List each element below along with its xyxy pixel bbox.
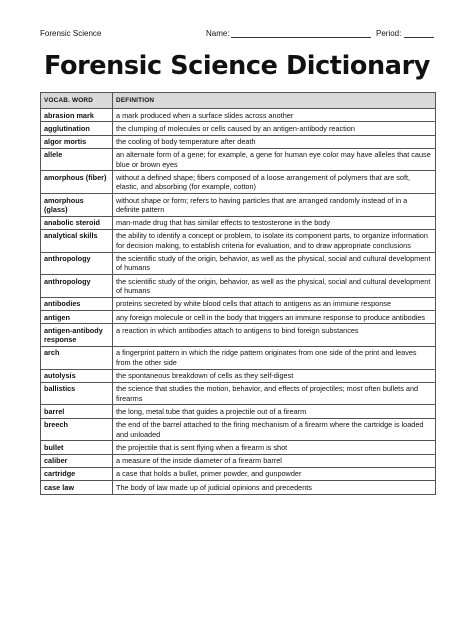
definition: an alternate form of a gene; for example, a gene for human eye color may have alleles that cause blue or brown eyes (113, 148, 436, 171)
vocab-word: arch (41, 346, 113, 369)
vocab-word: amorphous (fiber) (41, 171, 113, 194)
vocab-word: antigen-antibody response (41, 324, 113, 347)
definition: a case that holds a bullet, primer powder, and gunpowder (113, 467, 436, 480)
definition: the scientific study of the origin, behavior, as well as the physical, social and cultural development of humans (113, 252, 436, 275)
definition: a fingerprint pattern in which the ridge pattern originates from one side of the print and leaves from the other side (113, 346, 436, 369)
table-row (41, 324, 436, 347)
worksheet-header (40, 28, 440, 40)
table-header-row (41, 93, 436, 109)
definition: the projectile that is sent flying when a firearm is shot (113, 441, 436, 454)
definition: a measure of the inside diameter of a firearm barrel (113, 454, 436, 467)
vocab-word: anthropology (41, 275, 113, 298)
table-row (41, 275, 436, 298)
vocab-word: agglutination (41, 122, 113, 135)
vocab-word: breech (41, 418, 113, 441)
table-row (41, 382, 436, 405)
definition: the scientific study of the origin, behavior, as well as the physical, social and cultural development of humans (113, 275, 436, 298)
table-row (41, 252, 436, 275)
column-header-word: VOCAB. WORD (41, 93, 113, 109)
table-row (41, 216, 436, 229)
table-row (41, 369, 436, 382)
vocab-word: antigen (41, 311, 113, 324)
definition: the clumping of molecules or cells caused by an antigen-antibody reaction (113, 122, 436, 135)
definition: the cooling of body temperature after death (113, 135, 436, 148)
vocab-word: algor mortis (41, 135, 113, 148)
definition: a reaction in which antibodies attach to antigens to bind foreign substances (113, 324, 436, 347)
table-row (41, 467, 436, 480)
vocab-word: cartridge (41, 467, 113, 480)
table-row (41, 135, 436, 148)
vocab-word: amorphous (glass) (41, 194, 113, 217)
definition: man-made drug that has similar effects to testosterone in the body (113, 216, 436, 229)
table-row (41, 405, 436, 418)
table-row (41, 109, 436, 122)
definition: The body of law made up of judicial opinions and precedents (113, 481, 436, 494)
definition: proteins secreted by white blood cells that attach to antigens as an immune response (113, 297, 436, 310)
table-row (41, 441, 436, 454)
vocab-word: analytical skills (41, 229, 113, 252)
vocab-word: caliber (41, 454, 113, 467)
dictionary-table (40, 92, 436, 495)
table-row (41, 229, 436, 252)
definition: any foreign molecule or cell in the body that triggers an immune response to produce antibodies (113, 311, 436, 324)
vocab-word: autolysis (41, 369, 113, 382)
table-row (41, 171, 436, 194)
definition: without shape or form; refers to having particles that are arranged randomly instead of in a definite pattern (113, 194, 436, 217)
table-row (41, 454, 436, 467)
course-label: Forensic Science (40, 29, 102, 38)
vocab-word: case law (41, 481, 113, 494)
name-blank-line[interactable] (231, 37, 371, 38)
name-label: Name: (206, 29, 230, 38)
vocab-word: antibodies (41, 297, 113, 310)
period-label: Period: (376, 29, 402, 38)
table-row (41, 481, 436, 494)
vocab-word: anabolic steroid (41, 216, 113, 229)
definition: the ability to identify a concept or problem, to isolate its component parts, to organize information for decision making, to establish criteria for evaluation, and to draw appropriate conclusions (113, 229, 436, 252)
vocab-word: anthropology (41, 252, 113, 275)
definition: a mark produced when a surface slides across another (113, 109, 436, 122)
table-row (41, 418, 436, 441)
vocab-word: barrel (41, 405, 113, 418)
table-row (41, 297, 436, 310)
table-row (41, 148, 436, 171)
table-row (41, 346, 436, 369)
definition: the science that studies the motion, behavior, and effects of projectiles; most often bullets and firearms (113, 382, 436, 405)
vocab-word: allele (41, 148, 113, 171)
period-blank-line[interactable] (404, 37, 434, 38)
vocab-word: ballistics (41, 382, 113, 405)
vocab-word: abrasion mark (41, 109, 113, 122)
definition: the spontaneous breakdown of cells as they self-digest (113, 369, 436, 382)
definition: the long, metal tube that guides a projectile out of a firearm (113, 405, 436, 418)
vocab-word: bullet (41, 441, 113, 454)
column-header-definition: DEFINITION (113, 93, 436, 109)
table-row (41, 311, 436, 324)
definition: the end of the barrel attached to the firing mechanism of a firearm where the cartridge is loaded and unloaded (113, 418, 436, 441)
table-row (41, 122, 436, 135)
page-title: Forensic Science Dictionary (43, 51, 431, 81)
definition: without a defined shape; fibers composed of a loose arrangement of polymers that are soft, elastic, and absorbing (for example, cotton) (113, 171, 436, 194)
table-row (41, 194, 436, 217)
